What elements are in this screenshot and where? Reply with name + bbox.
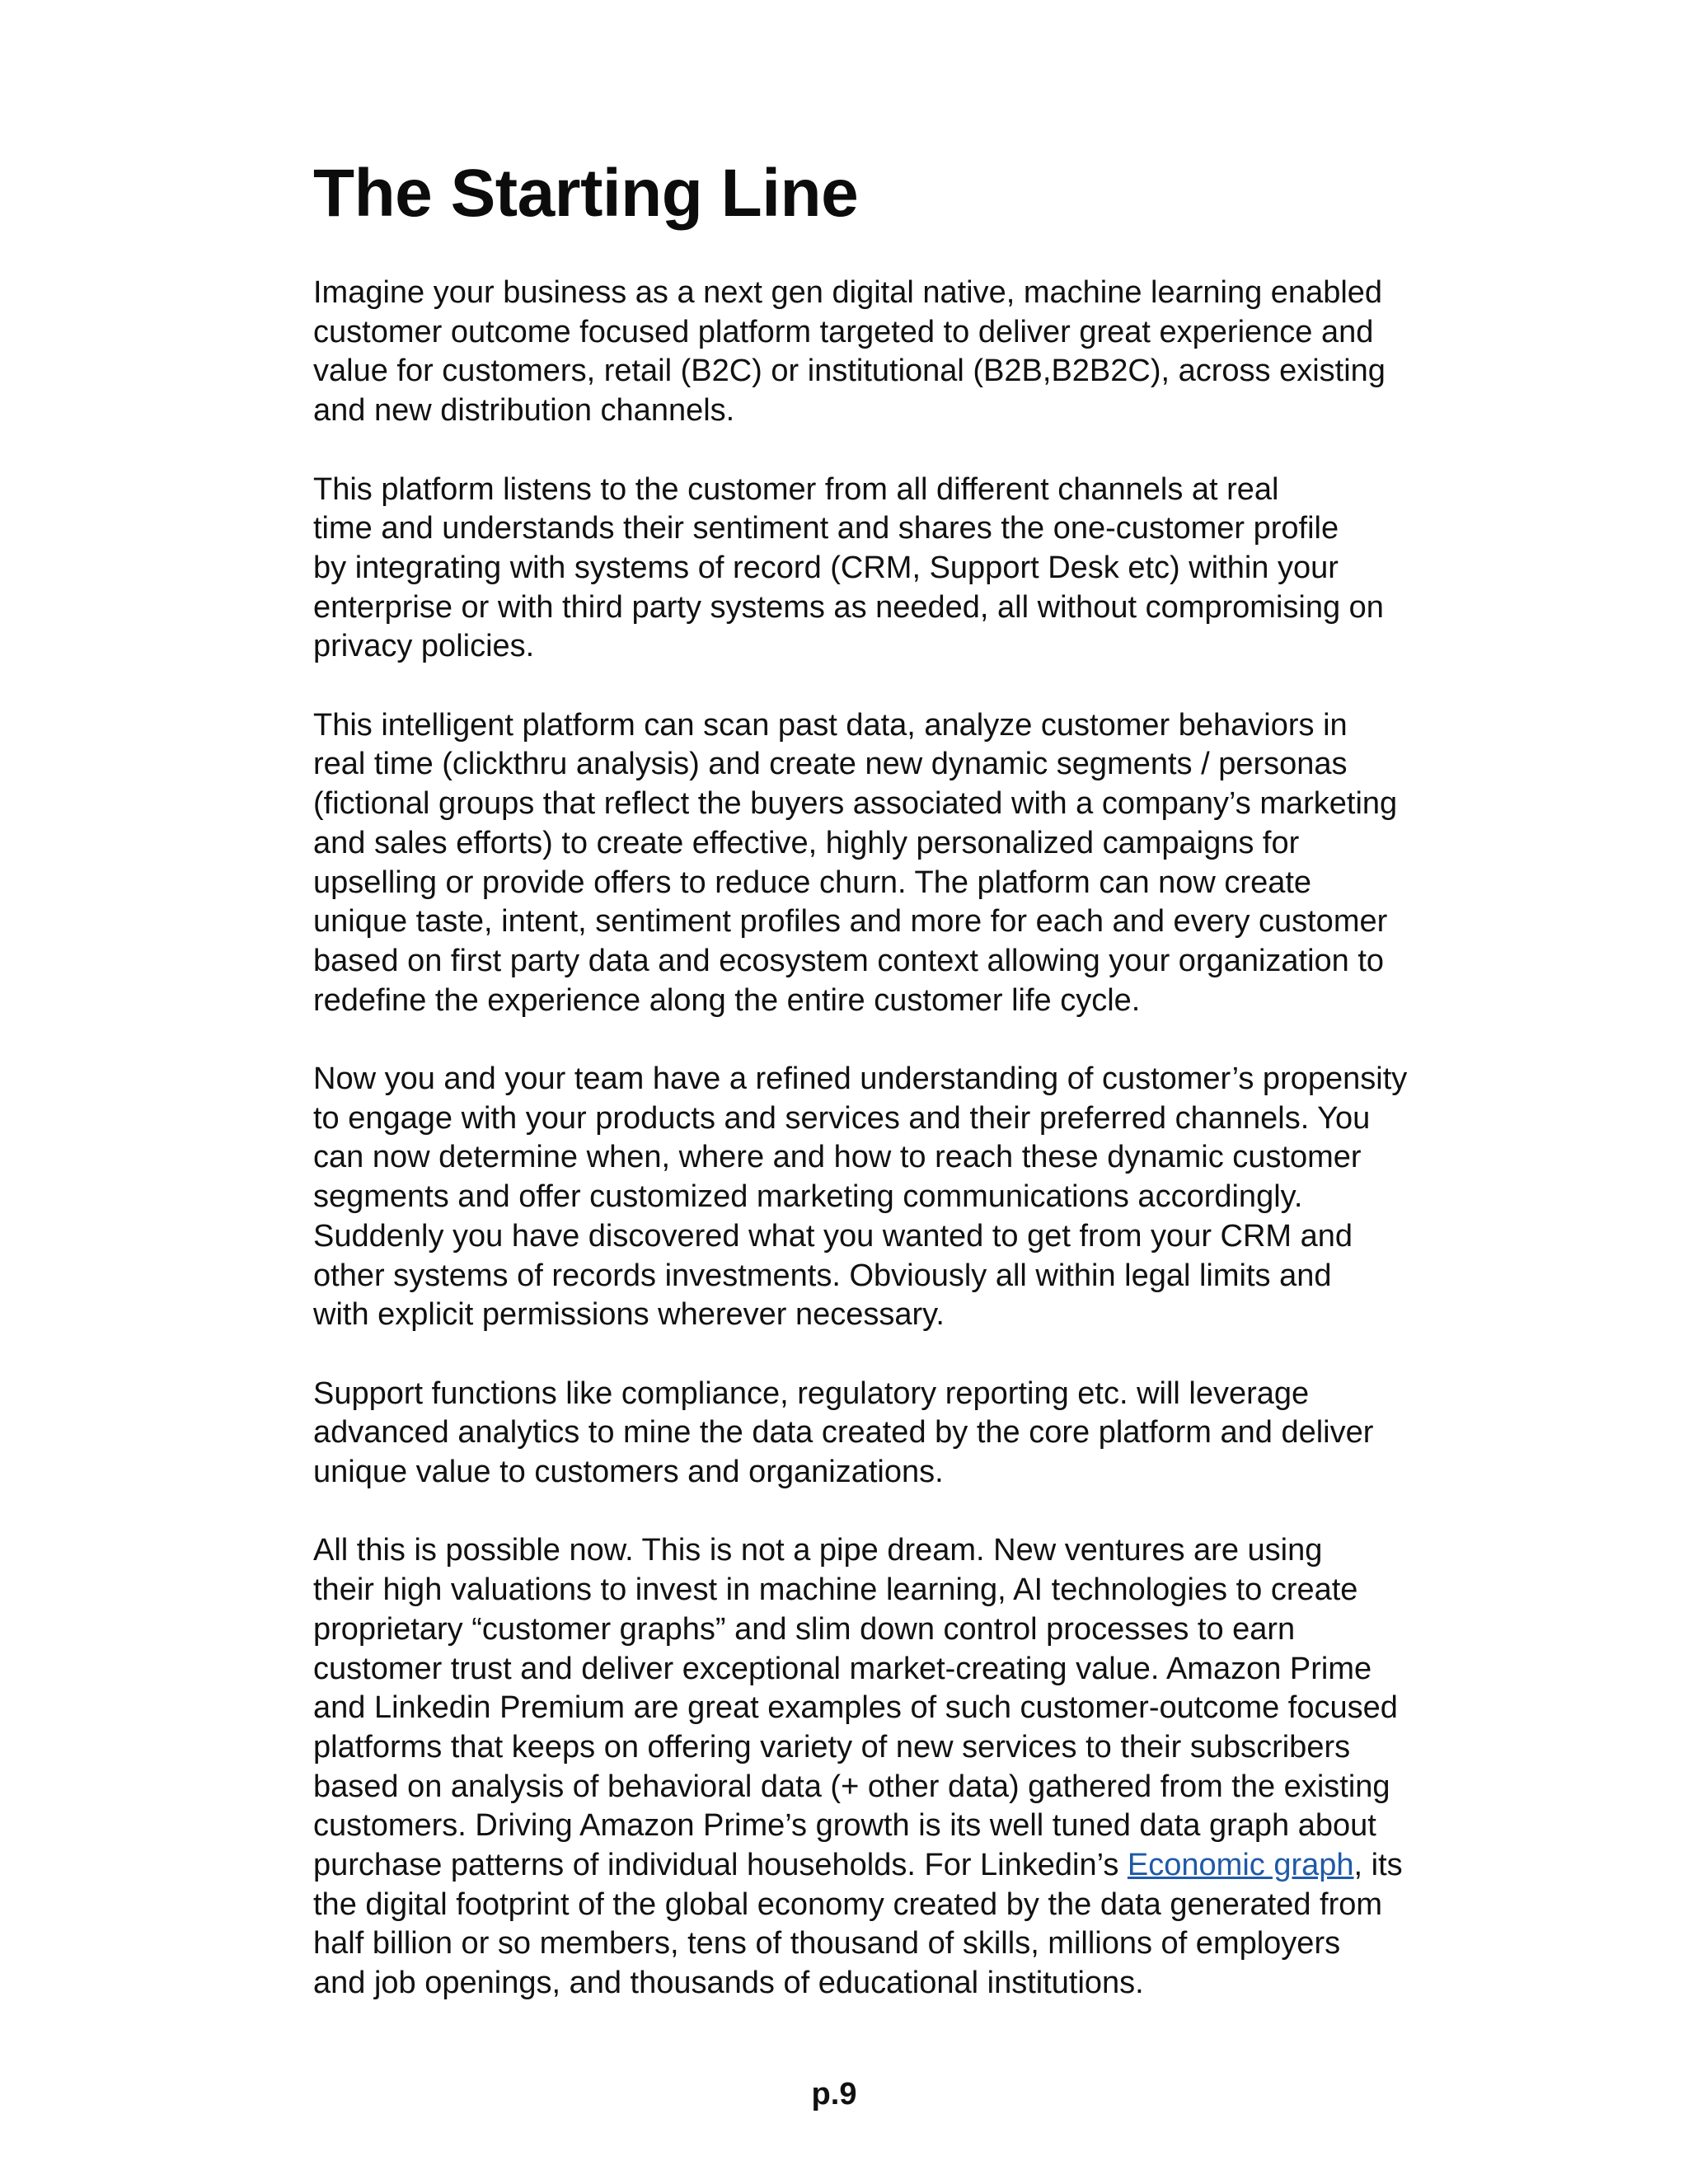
text-line: based on first party data and ecosystem context allowing your organization to: [313, 943, 1385, 978]
text-line: privacy policies.: [313, 629, 535, 664]
text-line: based on analysis of behavioral data (+ other data) gathered from the existing: [313, 1769, 1390, 1804]
text-line: real time (clickthru analysis) and create new dynamic segments / personas: [313, 747, 1348, 782]
text-line: customers. Driving Amazon Prime’s growth is its well tuned data graph about: [313, 1808, 1376, 1844]
text-line: enterprise or with third party systems as needed, all without compromising on: [313, 589, 1384, 625]
text-line: and sales efforts) to create effective, highly personalized campaigns for: [313, 825, 1300, 860]
text-line: and Linkedin Premium are great examples of such customer-outcome focused: [313, 1690, 1398, 1726]
text-line: platforms that keeps on offering variety of new services to their subscribers: [313, 1729, 1351, 1765]
paragraph-1: [313, 274, 1484, 431]
text-line: to engage with your products and services and their preferred channels. You: [313, 1100, 1371, 1136]
text-line: and new distribution channels.: [313, 393, 735, 429]
text-line: proprietary “customer graphs” and slim down control processes to earn: [313, 1611, 1296, 1647]
economic-graph-link[interactable]: Economic graph: [1127, 1848, 1354, 1883]
text-line: the digital footprint of the global economy created by the data generated from: [313, 1886, 1383, 1922]
text-line: with explicit permissions wherever necessary.: [313, 1297, 945, 1333]
paragraph-6: [313, 1531, 1484, 2003]
text-line: time and understands their sentiment and shares the one-customer profile: [313, 511, 1339, 546]
text-line: unique taste, intent, sentiment profiles and more for each and every customer: [313, 904, 1388, 940]
paragraph-2: [313, 471, 1484, 668]
text-line-with-link: [313, 1846, 1484, 1886]
text-line: (fictional groups that reflect the buyers associated with a company’s marketing: [313, 786, 1398, 822]
text-line: All this is possible now. This is not a pipe dream. New ventures are using: [313, 1533, 1323, 1568]
text-line: Now you and your team have a refined understanding of customer’s propensity: [313, 1062, 1408, 1097]
page-number: p.9: [811, 2077, 857, 2111]
text-line: This intelligent platform can scan past data, analyze customer behaviors in: [313, 707, 1348, 743]
paragraph-4: [313, 1060, 1484, 1335]
text-line: and job openings, and thousands of educational institutions.: [313, 1966, 1144, 2001]
page-content: [313, 148, 1484, 2043]
paragraph-5: [313, 1375, 1484, 1493]
link-line-prefix: purchase patterns of individual households. For Linkedin’s: [313, 1848, 1128, 1883]
text-line: Suddenly you have discovered what you wanted to get from your CRM and: [313, 1218, 1353, 1254]
text-line: Support functions like compliance, regulatory reporting etc. will leverage: [313, 1376, 1310, 1411]
text-line: customer outcome focused platform targeted to deliver great experience and: [313, 314, 1374, 349]
text-line: upselling or provide offers to reduce churn. The platform can now create: [313, 865, 1312, 900]
link-line-suffix: , its: [1353, 1848, 1403, 1883]
text-line: customer trust and deliver exceptional market-creating value. Amazon Prime: [313, 1651, 1372, 1686]
text-line: half billion or so members, tens of thousand of skills, millions of employers: [313, 1926, 1341, 1961]
paragraph-3: [313, 706, 1484, 1021]
text-line: value for customers, retail (B2C) or institutional (B2B,B2B2C), across existing: [313, 354, 1386, 389]
text-line: redefine the experience along the entire customer life cycle.: [313, 982, 1141, 1018]
text-line: their high valuations to invest in machine learning, AI technologies to create: [313, 1572, 1358, 1608]
text-line: can now determine when, where and how to reach these dynamic customer: [313, 1140, 1362, 1175]
text-line: advanced analytics to mine the data created by the core platform and deliver: [313, 1415, 1374, 1451]
text-line: unique value to customers and organizations.: [313, 1455, 944, 1490]
text-line: Imagine your business as a next gen digital native, machine learning enabled: [313, 275, 1383, 310]
text-line: segments and offer customized marketing communications accordingly.: [313, 1179, 1303, 1215]
text-line: other systems of records investments. Obviously all within legal limits and: [313, 1258, 1332, 1293]
text-line: by integrating with systems of record (CRM, Support Desk etc) within your: [313, 550, 1339, 585]
text-line: This platform listens to the customer from all different channels at real: [313, 471, 1279, 507]
page-title: The Starting Line: [313, 156, 859, 231]
